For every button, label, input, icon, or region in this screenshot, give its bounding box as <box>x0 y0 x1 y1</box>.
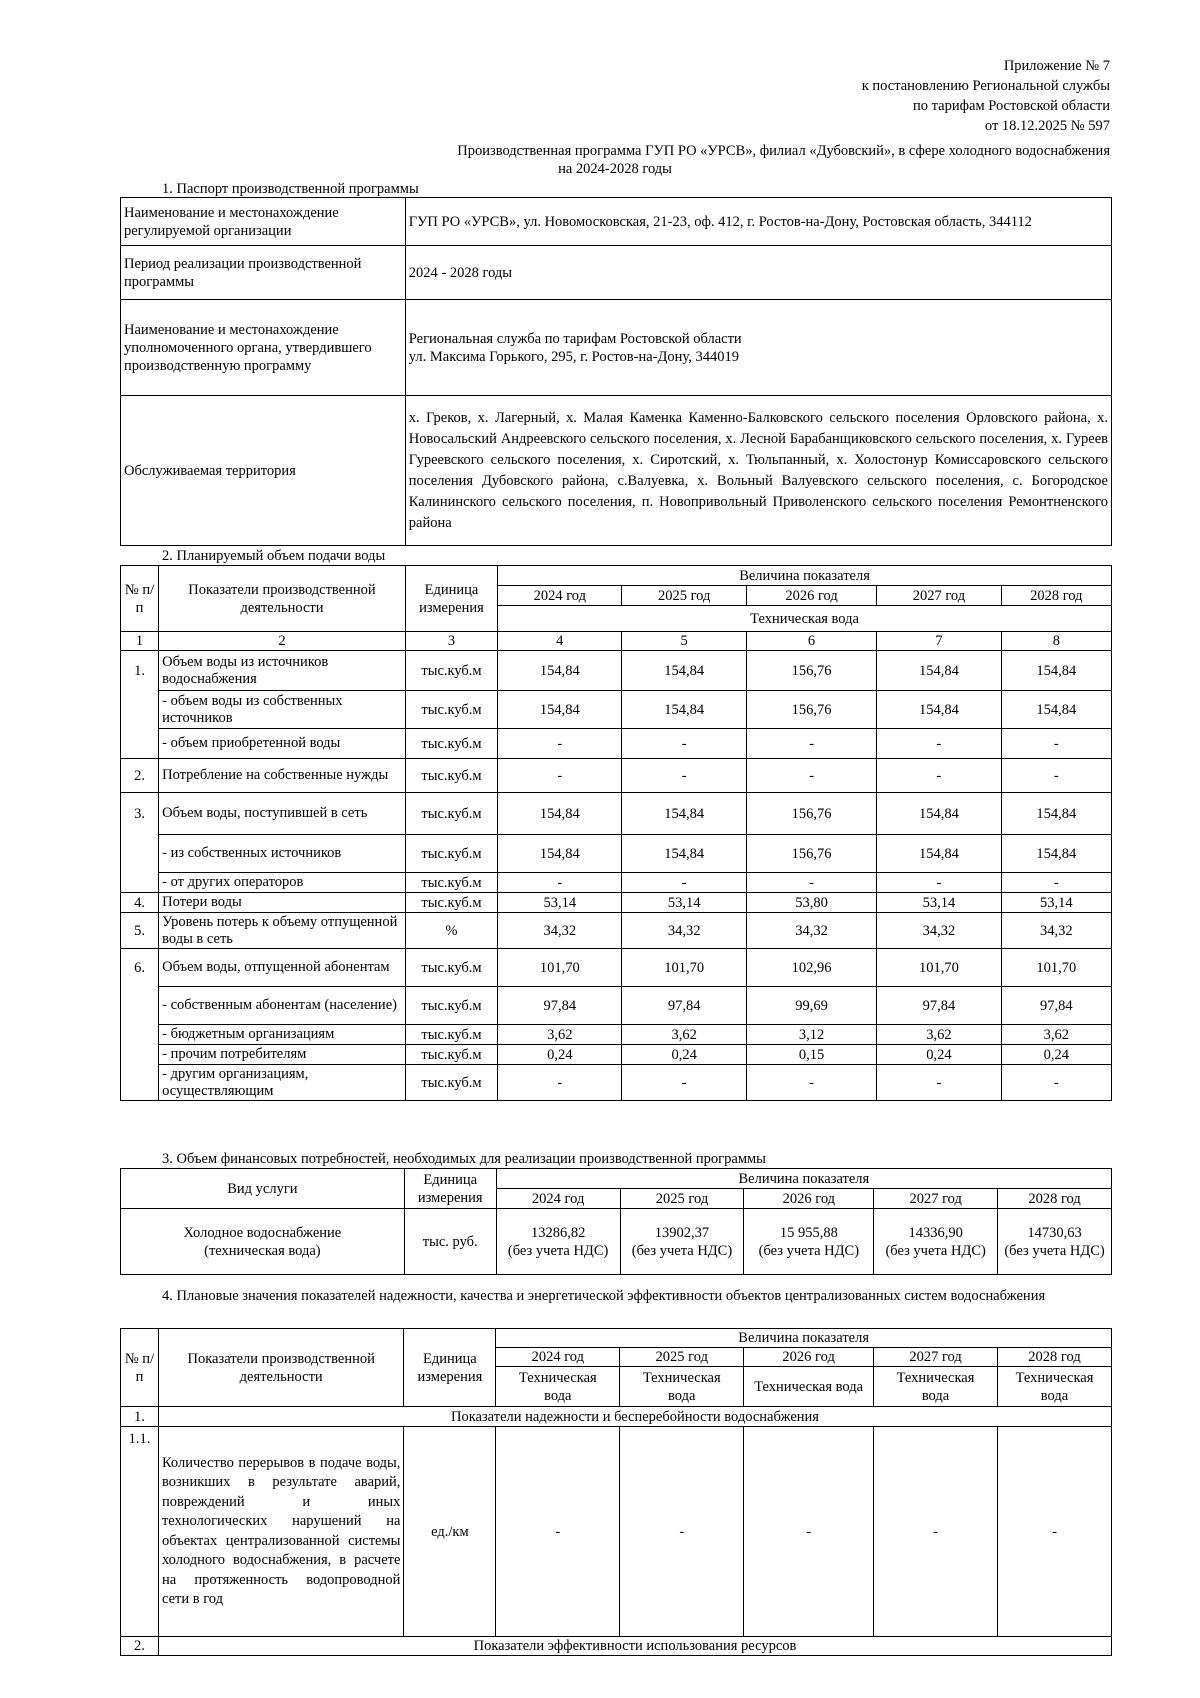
row-num <box>121 1065 159 1101</box>
row-value: 53,14 <box>498 893 622 913</box>
section3-title: 3. Объем финансовых потребностей, необходимых для реализации производственной программы <box>162 1151 766 1167</box>
row-value: - <box>877 729 1001 759</box>
row-value: - <box>746 729 876 759</box>
row-value: 154,84 <box>877 835 1001 873</box>
row-value: - <box>622 873 746 893</box>
program-title <box>120 142 1110 178</box>
row-unit: тыс.куб.м <box>405 893 497 913</box>
row-value: 154,84 <box>1001 835 1111 873</box>
row-value: - <box>622 1065 746 1101</box>
passport-row <box>121 246 1112 300</box>
row-value: 154,84 <box>498 691 622 729</box>
row-unit: тыс.куб.м <box>405 1065 497 1101</box>
group-num: 2. <box>121 1637 159 1656</box>
fin-value: 14730,63 (без учета НДС) <box>998 1209 1112 1275</box>
row-value: - <box>744 1427 874 1637</box>
row-value: - <box>496 1427 620 1637</box>
row-num <box>121 987 159 1025</box>
financial-table <box>120 1168 1112 1275</box>
row-indicator: Объем воды, поступившей в сеть <box>159 793 406 835</box>
row-num <box>121 691 159 729</box>
year-2024: 2024 год <box>496 1348 620 1367</box>
row-value: 97,84 <box>877 987 1001 1025</box>
col-value-head: Величина показателя <box>498 566 1112 586</box>
column-number: 3 <box>405 632 497 651</box>
row-value: 34,32 <box>622 913 746 949</box>
service-unit: тыс. руб. <box>404 1209 496 1275</box>
row-value: 154,84 <box>498 793 622 835</box>
row-value: 156,76 <box>746 793 876 835</box>
row-num: 6. <box>121 949 159 987</box>
row-num <box>121 1045 159 1065</box>
row-indicator: Потребление на собственные нужды <box>159 759 406 793</box>
year-2028: 2028 год <box>998 1348 1112 1367</box>
row-unit: тыс.куб.м <box>405 691 497 729</box>
year-2026: 2026 год <box>744 1189 874 1209</box>
year-2025: 2025 год <box>620 1348 744 1367</box>
row-value: - <box>746 873 876 893</box>
passport-value: х. Греков, х. Лагерный, х. Малая Каменка Каменно-Балковского сельского поселения Орловского района, х. Новосальский Андреевского сельского поселения, х. Лесной Барабанщиковского сельского поселения, х. Гуреев Гуреевского сельского поселения, х. Сиротский, х. Тюльпанный, х. Холостонур Комиссаровского сельского поселения Дубовского района, с.Валуевка, х. Вольный Валуевского сельского поселения, с. Богородское Калининского сельского поселения, п. Новопривольный Приволенского сельского поселения Ремонтненского района <box>405 396 1111 546</box>
row-value: - <box>746 759 876 793</box>
row-value: - <box>498 873 622 893</box>
row-value: 53,80 <box>746 893 876 913</box>
table-row <box>121 987 1112 1025</box>
year-2028: 2028 год <box>998 1189 1112 1209</box>
year-2025: 2025 год <box>622 586 746 606</box>
passport-value: Региональная служба по тарифам Ростовской области <box>408 330 742 347</box>
year-2024: 2024 год <box>498 586 622 606</box>
row-num: 3. <box>121 793 159 835</box>
passport-label: Обслуживаемая территория <box>121 396 406 546</box>
row-unit: ед./км <box>404 1427 496 1637</box>
appendix-header <box>862 56 1110 136</box>
row-value: 156,76 <box>746 691 876 729</box>
service-name: Холодное водоснабжение (техническая вода) <box>121 1209 405 1275</box>
col-value-head: Величина показателя <box>496 1329 1112 1348</box>
column-number: 6 <box>746 632 876 651</box>
section1-title: 1. Паспорт производственной программы <box>162 181 419 197</box>
column-number: 8 <box>1001 632 1111 651</box>
row-unit: тыс.куб.м <box>405 759 497 793</box>
passport-label: Наименование и местонахождение уполномоченного органа, утвердившего производственную программу <box>121 300 406 396</box>
table-row <box>121 1025 1112 1045</box>
row-value: 0,24 <box>1001 1045 1111 1065</box>
appendix-resolution: к постановлению Региональной службы <box>861 78 1110 94</box>
appendix-authority: по тарифам Ростовской области <box>913 98 1110 114</box>
row-value: 97,84 <box>1001 987 1111 1025</box>
row-value: 154,84 <box>622 793 746 835</box>
group-title: Показатели эффективности использования ресурсов <box>158 1637 1111 1656</box>
table-row <box>121 1045 1112 1065</box>
section4-title: 4. Плановые значения показателей надежности, качества и энергетической эффективности объектов централизованных систем водоснабжения <box>162 1288 1046 1304</box>
row-value: - <box>1001 729 1111 759</box>
row-value: - <box>498 759 622 793</box>
passport-label: Наименование и местонахождение регулируемой организации <box>121 198 406 246</box>
column-number: 1 <box>121 632 159 651</box>
row-unit: тыс.куб.м <box>405 651 497 691</box>
appendix-date: от 18.12.2025 № 597 <box>984 118 1110 134</box>
row-value: 97,84 <box>622 987 746 1025</box>
col-indicator-head: Показатели производственной деятельности <box>158 1329 403 1407</box>
appendix-number: Приложение № 7 <box>1003 58 1110 74</box>
row-value: 154,84 <box>622 691 746 729</box>
program-title-line1: Производственная программа ГУП РО «УРСВ», филиал «Дубовский», в сфере холодного водоснабжения <box>457 143 1110 159</box>
row-value: 154,84 <box>877 651 1001 691</box>
row-value: 154,84 <box>1001 691 1111 729</box>
fin-value: 13286,82 (без учета НДС) <box>496 1209 620 1275</box>
row-indicator: - бюджетным организациям <box>159 1025 406 1045</box>
col-unit-head: Единица измерения <box>405 566 497 632</box>
fin-value: 15 955,88 (без учета НДС) <box>744 1209 874 1275</box>
row-value: - <box>998 1427 1112 1637</box>
table-row <box>121 759 1112 793</box>
row-num <box>121 1025 159 1045</box>
col-num-head: № п/п <box>121 566 159 632</box>
row-value: 34,32 <box>1001 913 1111 949</box>
column-numbers-row <box>121 632 1112 651</box>
row-indicator: - от других операторов <box>159 873 406 893</box>
row-value: - <box>622 759 746 793</box>
row-num: 2. <box>121 759 159 793</box>
passport-value-address: ул. Максима Горького, 295, г. Ростов-на-Дону, 344019 <box>408 348 739 365</box>
col-indicator-head: Показатели производственной деятельности <box>159 566 406 632</box>
fin-value: 14336,90 (без учета НДС) <box>874 1209 998 1275</box>
row-value: - <box>1001 873 1111 893</box>
reliability-table <box>120 1328 1112 1656</box>
water-type: Техническая вода <box>744 1367 874 1407</box>
water-volume-table <box>120 565 1112 1101</box>
row-value: 3,62 <box>1001 1025 1111 1045</box>
water-type: Техническая вода <box>496 1367 620 1407</box>
value-head: Величина показателя <box>496 1169 1111 1189</box>
row-indicator: Количество перерывов в подаче воды, возникших в результате аварий, повреждений и иных технологических нарушений на объектах централизованной системы холодного водоснабжения, в расчете на протяженность водопроводной сети в год <box>158 1427 403 1637</box>
row-value: 34,32 <box>498 913 622 949</box>
row-value: 0,24 <box>877 1045 1001 1065</box>
col-unit-head: Единица измерения <box>404 1329 496 1407</box>
row-value: - <box>877 759 1001 793</box>
row-value: - <box>1001 1065 1111 1101</box>
row-value: 154,84 <box>622 835 746 873</box>
row-value: 97,84 <box>498 987 622 1025</box>
row-num <box>121 729 159 759</box>
row-num: 1. <box>121 651 159 691</box>
col-num-head: № п/п <box>121 1329 159 1407</box>
table-row <box>121 1065 1112 1101</box>
year-2028: 2028 год <box>1001 586 1111 606</box>
row-indicator: - другим организациям, осуществляющим <box>159 1065 406 1101</box>
year-2026: 2026 год <box>744 1348 874 1367</box>
unit-head: Единица измерения <box>404 1169 496 1209</box>
row-value: 154,84 <box>1001 793 1111 835</box>
group-title: Показатели надежности и бесперебойности водоснабжения <box>158 1407 1111 1427</box>
row-value: - <box>874 1427 998 1637</box>
row-indicator: - из собственных источников <box>159 835 406 873</box>
column-number: 7 <box>877 632 1001 651</box>
water-type: Техническая вода <box>874 1367 998 1407</box>
table-row <box>121 729 1112 759</box>
year-2024: 2024 год <box>496 1189 620 1209</box>
row-value: 101,70 <box>498 949 622 987</box>
row-value: 3,62 <box>622 1025 746 1045</box>
row-value: 154,84 <box>622 651 746 691</box>
row-value: 3,12 <box>746 1025 876 1045</box>
row-value: 101,70 <box>877 949 1001 987</box>
row-value: - <box>498 729 622 759</box>
passport-label: Период реализации производственной программы <box>121 246 406 300</box>
row-value: - <box>746 1065 876 1101</box>
table-row <box>121 691 1112 729</box>
row-unit: тыс.куб.м <box>405 835 497 873</box>
row-value: 53,14 <box>622 893 746 913</box>
row-unit: тыс.куб.м <box>405 1025 497 1045</box>
table-row <box>121 873 1112 893</box>
row-indicator: Потери воды <box>159 893 406 913</box>
row-value: - <box>498 1065 622 1101</box>
water-type: Техническая вода <box>620 1367 744 1407</box>
year-2027: 2027 год <box>874 1189 998 1209</box>
row-num: 4. <box>121 893 159 913</box>
row-value: 34,32 <box>877 913 1001 949</box>
section2-title: 2. Планируемый объем подачи воды <box>162 548 386 564</box>
year-2027: 2027 год <box>877 586 1001 606</box>
row-indicator: Объем воды, отпущенной абонентам <box>159 949 406 987</box>
row-value: 99,69 <box>746 987 876 1025</box>
fin-value: 13902,37 (без учета НДС) <box>620 1209 744 1275</box>
row-unit: % <box>405 913 497 949</box>
row-value: - <box>622 729 746 759</box>
row-value: 154,84 <box>877 793 1001 835</box>
water-type: Техническая вода <box>998 1367 1112 1407</box>
row-value: 3,62 <box>877 1025 1001 1045</box>
table-row <box>121 949 1112 987</box>
row-unit: тыс.куб.м <box>405 793 497 835</box>
year-2025: 2025 год <box>620 1189 744 1209</box>
year-2027: 2027 год <box>874 1348 998 1367</box>
row-value: 0,24 <box>622 1045 746 1065</box>
row-value: 154,84 <box>1001 651 1111 691</box>
row-unit: тыс.куб.м <box>405 949 497 987</box>
row-value: - <box>877 873 1001 893</box>
row-unit: тыс.куб.м <box>405 729 497 759</box>
row-value: 101,70 <box>622 949 746 987</box>
passport-row <box>121 300 1112 396</box>
row-unit: тыс.куб.м <box>405 987 497 1025</box>
program-title-line2: на 2024-2028 годы <box>558 161 672 177</box>
row-value: - <box>620 1427 744 1637</box>
passport-value-cell <box>405 300 1111 396</box>
row-unit: тыс.куб.м <box>405 873 497 893</box>
passport-row <box>121 396 1112 546</box>
row-value: - <box>1001 759 1111 793</box>
row-num: 1.1. <box>121 1427 159 1637</box>
row-unit: тыс.куб.м <box>405 1045 497 1065</box>
table-row <box>121 835 1112 873</box>
row-indicator: - прочим потребителям <box>159 1045 406 1065</box>
row-indicator: - объем приобретенной воды <box>159 729 406 759</box>
row-num: 5. <box>121 913 159 949</box>
water-type-head: Техническая вода <box>498 606 1112 632</box>
row-value: 154,84 <box>498 651 622 691</box>
group-num: 1. <box>121 1407 159 1427</box>
column-number: 4 <box>498 632 622 651</box>
passport-row <box>121 198 1112 246</box>
row-value: 156,76 <box>746 651 876 691</box>
table-row <box>121 793 1112 835</box>
row-indicator: - объем воды из собственных источников <box>159 691 406 729</box>
row-value: - <box>877 1065 1001 1101</box>
column-number: 2 <box>159 632 406 651</box>
row-indicator: Уровень потерь к объему отпущенной воды в сеть <box>159 913 406 949</box>
column-number: 5 <box>622 632 746 651</box>
row-value: 0,15 <box>746 1045 876 1065</box>
passport-value: 2024 - 2028 годы <box>405 246 1111 300</box>
row-value: 102,96 <box>746 949 876 987</box>
row-value: 3,62 <box>498 1025 622 1045</box>
row-value: 53,14 <box>1001 893 1111 913</box>
row-value: 154,84 <box>498 835 622 873</box>
table-row <box>121 651 1112 691</box>
row-indicator: - собственным абонентам (население) <box>159 987 406 1025</box>
row-num <box>121 835 159 873</box>
row-indicator: Объем воды из источников водоснабжения <box>159 651 406 691</box>
row-value: 101,70 <box>1001 949 1111 987</box>
passport-value: ГУП РО «УРСВ», ул. Новомосковская, 21-23, оф. 412, г. Ростов-на-Дону, Ростовская область, 344112 <box>405 198 1111 246</box>
row-value: 0,24 <box>498 1045 622 1065</box>
table-row <box>121 893 1112 913</box>
service-head: Вид услуги <box>121 1169 405 1209</box>
row-value: 53,14 <box>877 893 1001 913</box>
row-value: 156,76 <box>746 835 876 873</box>
row-num <box>121 873 159 893</box>
passport-table <box>120 197 1112 546</box>
row-value: 34,32 <box>746 913 876 949</box>
table-row <box>121 913 1112 949</box>
row-value: 154,84 <box>877 691 1001 729</box>
year-2026: 2026 год <box>746 586 876 606</box>
